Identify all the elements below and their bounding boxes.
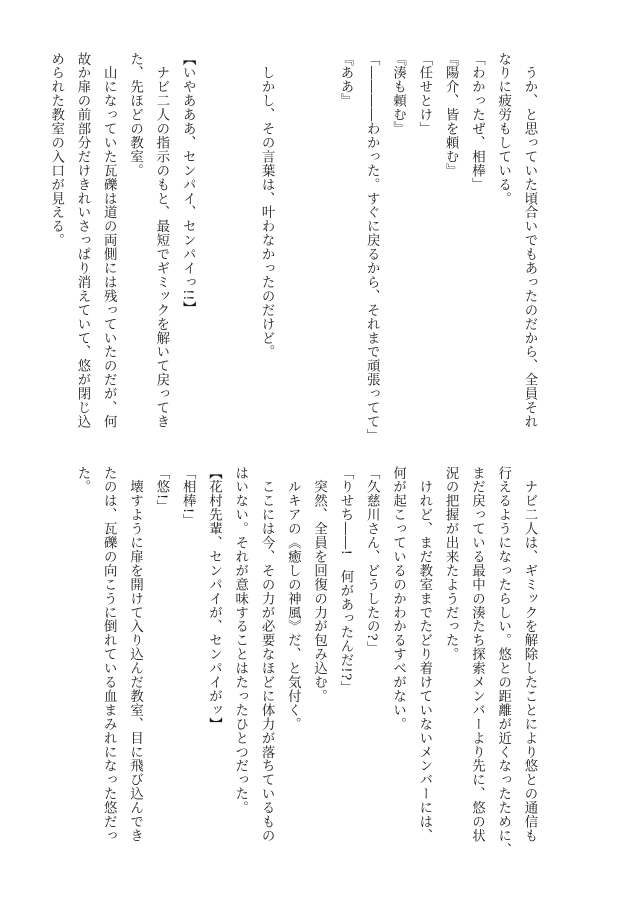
text-line: 突然、全員を回復の力が包み込む。 — [311, 466, 327, 704]
text-line: 何が起こっているのかわかるすべがない。 — [390, 466, 406, 732]
text-line: 「任せとけ」 — [416, 52, 432, 136]
text-line: たのは、瓦礫の向こうに倒れている血まみれになった悠だっ — [101, 466, 117, 843]
text-line: 故か扉の前部分だけきれいさっぱり消えていて、悠が閉じ込 — [74, 52, 90, 429]
text-line: ここには今、その力が必要なほどに体力が落ちているもの — [259, 466, 275, 843]
text-line: た、先ほどの教室。 — [127, 52, 143, 178]
text-line: 『ああ』 — [337, 52, 353, 108]
text-line: 山になっていた瓦礫は道の両側には残っていたのだが、何 — [101, 52, 117, 429]
upper-text-block — [42, 52, 542, 443]
text-line: ナビ二人は、ギミックを解除したことにより悠との通信も — [522, 466, 537, 843]
text-line: 「わかったぜ、相棒」 — [469, 52, 485, 192]
text-line: 『湊も頼む』 — [390, 52, 406, 136]
text-line: なりに疲労もしている。 — [495, 52, 511, 206]
text-line: 【花村先輩、センパイが、センパイがッ】 — [206, 466, 222, 732]
text-line: 「久慈川さん、どうしたの?」 — [364, 466, 380, 656]
text-line: 「相棒!」 — [180, 466, 196, 528]
text-line: まだ戻っている最中の湊たち探索メンバーより先に、悠の状 — [469, 466, 485, 843]
text-line: 行えるようになったらしい。悠との距離が近くなったために、 — [495, 466, 511, 857]
blank-line — [200, 52, 226, 422]
text-line: けれど、まだ教室までたどり着けていないメンバーには、 — [416, 466, 432, 843]
text-line: はいない。それが意味することはたったひとつだった。 — [232, 466, 248, 815]
blank-line — [305, 52, 331, 422]
blank-line — [226, 52, 252, 422]
text-line: 『陽介、皆を頼む』 — [443, 52, 459, 178]
text-line: 【いやあああ、センパイ、センパイっ!!】 — [180, 52, 196, 315]
text-line: められた教室の入口が見える。 — [48, 52, 64, 248]
text-line: しかし、その言葉は、叶わなかったのだけど。 — [259, 52, 275, 359]
text-line: 況の把握が出来たようだった。 — [443, 466, 459, 662]
text-line: た。 — [74, 466, 90, 494]
blank-line — [279, 52, 305, 422]
text-line: 壊すように扉を開けて入り込んだ教室、目に飛び込んでき — [127, 466, 143, 843]
text-line: 「悠!」 — [153, 466, 169, 514]
text-line: 「――――わかった。すぐに戻るから、それまで頑張ってて」 — [364, 52, 380, 443]
text-line: 「りせち――! 何があったんだ!?」 — [337, 466, 353, 695]
text-line: ルキアの《癒しの神風》だ、と気付く。 — [285, 466, 301, 732]
lower-text-block — [69, 466, 542, 857]
text-line: うか、と思っていた頃合いでもあったのだから、全員それ — [522, 52, 537, 429]
text-line: ナビ二人の指示のもと、最短でギミックを解いて戻ってき — [153, 52, 169, 429]
